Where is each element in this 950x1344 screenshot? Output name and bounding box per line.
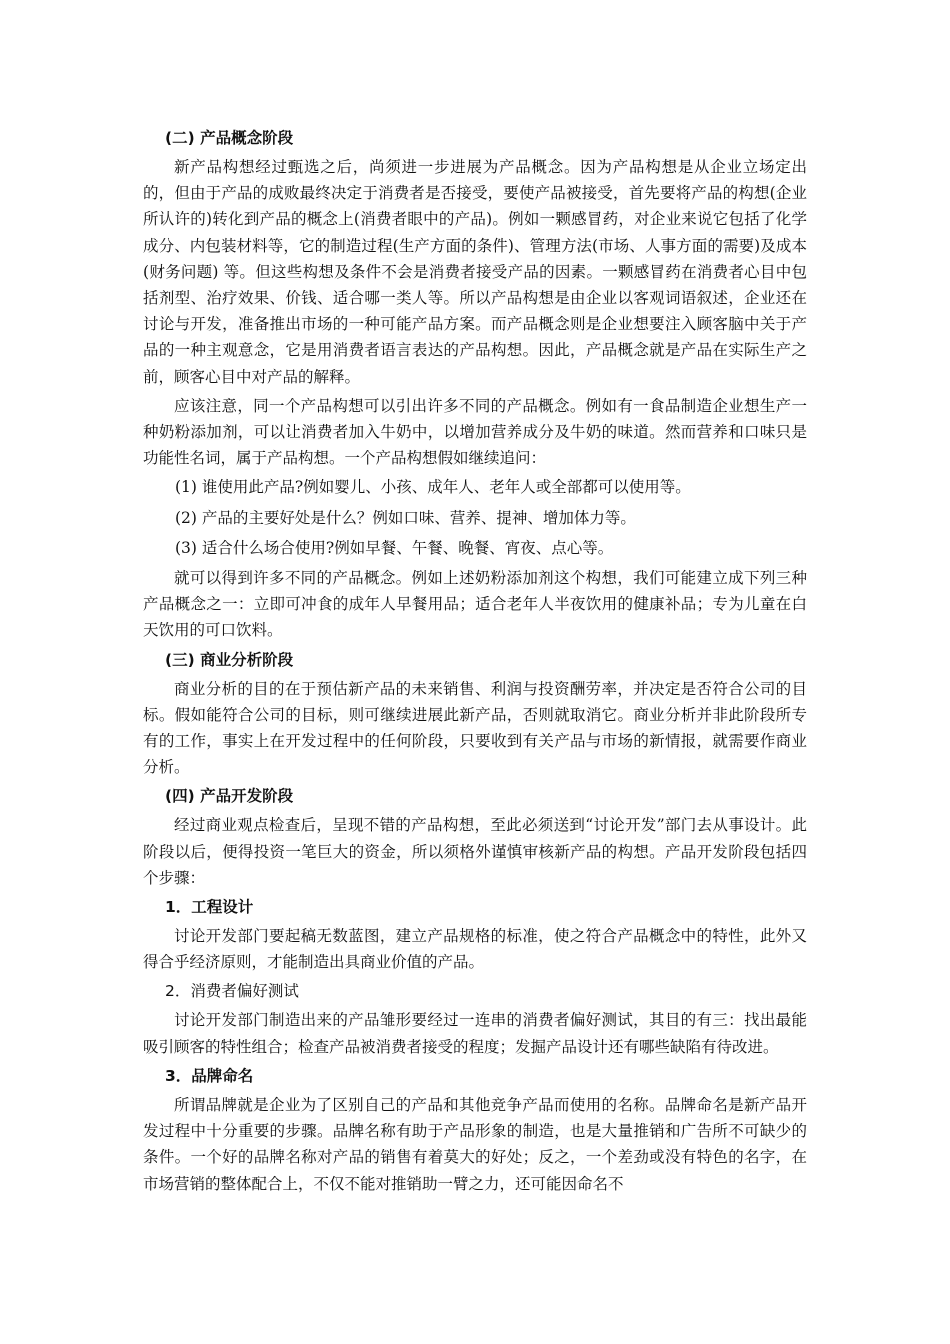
paragraph: 应该注意，同一个产品构想可以引出许多不同的产品概念。例如有一食品制造企业想生产一种奶粉添加剂，可以让消费者加入牛奶中，以增加营养成分及牛奶的味道。然而营养和口味只是功能性名词，属于产品构想。一个产品构想假如继续追问：: [143, 396, 807, 468]
paragraph: 所谓品牌就是企业为了区别自己的产品和其他竞争产品而使用的名称。品牌命名是新产品开发过程中十分重要的步骤。品牌名称有助于产品形象的制造，也是大量推销和广告所不可缺少的条件。一个好的品牌名称对产品的销售有着莫大的好处；反之，一个差劲或没有特色的名字，在市场营销的整体配合上，不仅不能对推销助一臂之力，还可能因命名不: [143, 1095, 807, 1193]
subsection-heading-consumer-preference-test: 2．消费者偏好测试: [165, 982, 299, 1001]
section-heading-business-analysis: (三) 商业分析阶段: [165, 650, 294, 669]
paragraph: 新产品构想经过甄选之后，尚须进一步进展为产品概念。因为产品构想是从企业立场定出的，但由于产品的成败最终决定于消费者是否接受，要使产品被接受，首先要将产品的构想(企业所认许的)转化到产品的概念上(消费者眼中的产品)。例如一颗感冒药，对企业来说它包括了化学成分、内包装材料等，它的制造过程(生产方面的条件)、管理方法(市场、人事方面的需要)及成本(财务问题) 等。但这些构想及条件不会是消费者接受产品的因素。一颗感冒药在消费者心目中包括剂型、治疗效果、价钱、适合哪一类人等。所以产品构想是由企业以客观词语叙述，企业还在讨论与开发，准备推出市场的一种可能产品方案。而产品概念则是企业想要注入顾客脑中关于产品的一种主观意念，它是用消费者语言表达的产品构想。因此，产品概念就是产品在实际生产之前，顾客心目中对产品的解释。: [143, 158, 807, 386]
section-heading-product-concept: (二) 产品概念阶段: [165, 129, 294, 147]
list-item: (2) 产品的主要好处是什么？例如口味、营养、提神、增加体力等。: [175, 508, 636, 527]
paragraph: 讨论开发部门要起稿无数蓝图，建立产品规格的标准，使之符合产品概念中的特性，此外又得合乎经济原则，才能制造出具商业价值的产品。: [143, 927, 807, 972]
paragraph: 就可以得到许多不同的产品概念。例如上述奶粉添加剂这个构想，我们可能建立成下列三种产品概念之一：立即可冲食的成年人早餐用品；适合老年人半夜饮用的健康补品；专为儿童在白天饮用的可口饮料。: [143, 569, 807, 640]
paragraph: 经过商业观点检查后，呈现不错的产品构想，至此必须送到“讨论开发”部门去从事设计。此阶段以后，便得投资一笔巨大的资金，所以须格外谨慎审核新产品的构想。产品开发阶段包括四个步骤：: [143, 816, 807, 887]
subsection-heading-engineering-design: 1．工程设计: [165, 898, 254, 917]
paragraph: 讨论开发部门制造出来的产品雏形要经过一连串的消费者偏好测试，其目的有三：找出最能吸引顾客的特性组合；检查产品被消费者接受的程度；发掘产品设计还有哪些缺陷有待改进。: [143, 1011, 807, 1056]
list-item: (3) 适合什么场合使用?例如早餐、午餐、晚餐、宵夜、点心等。: [175, 538, 614, 557]
paragraph: 商业分析的目的在于预估新产品的未来销售、利润与投资酬劳率，并决定是否符合公司的目标。假如能符合公司的目标，则可继续进展此新产品，否则就取消它。商业分析并非此阶段所专有的工作，事实上在开发过程中的任何阶段，只要收到有关产品与市场的新情报，就需要作商业分析。: [143, 679, 807, 777]
subsection-heading-brand-naming: 3．品牌命名: [165, 1066, 254, 1085]
section-heading-product-development: (四) 产品开发阶段: [165, 787, 294, 806]
document-body: [143, 123, 807, 1200]
list-item: (1) 谁使用此产品?例如婴儿、小孩、成年人、老年人或全部都可以使用等。: [175, 478, 691, 497]
